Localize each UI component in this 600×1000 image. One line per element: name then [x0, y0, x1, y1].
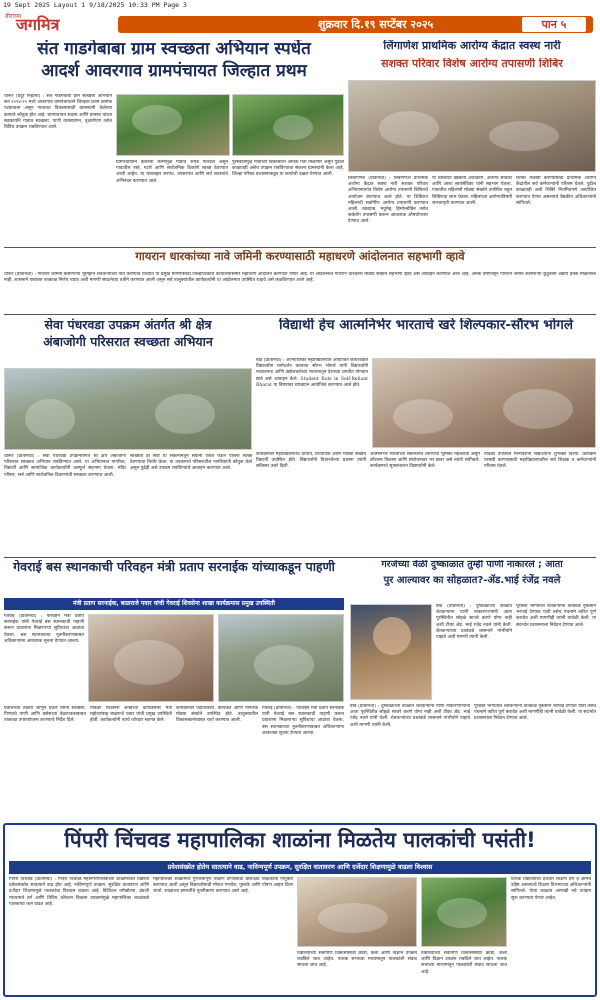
article-2-col-2: या शिबिरात वैद्यकीय अधिकारी, आरोग्य सेविका आणि आशा स्वयंसेविका यांनी सहभाग घेतला. गावातील महिलांनी मोठ्या संख्येने उपस्थित राहून शिबिराचा लाभ घेतला. महिलांच्या आरोग्याविषयी जनजागृती करण्यात आली.: [432, 176, 512, 206]
article-2-headline-line2: सशक्त परिवार विशेष आरोग्य तपासणी शिबिर: [381, 58, 563, 70]
article-5-col-1: बीड (प्रतिनिधी) : अभियांत्रिकी महाविद्यालयात आयोजित कार्यशाळेत विद्यार्थ्यांना मार्गदर्शन करताना सौरभ भोगले यांनी विद्यार्थ्यांनी नवकल्पना आणि उद्योजकतेच्या माध्यमातून देशाच्या प्रगतीत योगदान द्यावे असे आवाहन केले. Student Role in Self-Reliant Bharat या विषयावर व्याख्यान आयोजित करण्यात आले होते.: [256, 358, 368, 388]
article-8-subbanner: [9, 861, 591, 874]
article-6-col-2: प्रवाशांच्या तक्रारी जाणून घेऊन त्यांनी स्वच्छता, पिण्याचे पाणी आणि बसेसच्या वेळापत्रकाबाबत तात्काळ उपाययोजना करण्याचे निर्देश दिले.: [4, 706, 86, 724]
article-7-col-4: पूरग्रस्त भागातील शेतकऱ्यांना तात्काळ नुकसान भरपाई देण्यात यावी तसेच पंचनामे त्वरित पूर्ण करावेत अशी मागणीही त्यांनी यावेळी केली. या संदर्भात प्रशासनाला निवेदन देण्यात आले.: [474, 704, 596, 722]
article-8-col-2: महापालिका शाळांमध्ये गुणवत्तापूर्ण शिक्षण देण्यासाठी प्रशिक्षित शिक्षकांची नियुक्ती करण्यात आली असून विद्यार्थ्यांसाठी मोफत गणवेश, पुस्तके आणि पोषण आहार दिला जातो. शाळांच्या इमारतींचे नूतनीकरण करण्यात आले आहे.: [153, 877, 293, 895]
article-8-col-3: विद्यार्थ्यांच्या सर्वांगीण विकासासाठी क्रीडा, कला आणि विज्ञान उपक्रम राबविले जात आहेत. पालक सभांच्या माध्यमातून पालकांशी संवाद साधला जात आहे.: [297, 951, 417, 969]
article-2-col-1: लिंबागणेश (प्रतिनिधी) : लिंबागणेश प्राथमिक आरोग्य केंद्रात स्वस्थ नारी सशक्त परिवार अभियानांतर्गत विशेष आरोग्य तपासणी शिबिराचे आयोजन करण्यात आले होते. या शिबिरात महिलांची सर्वांगीण आरोग्य तपासणी करण्यात आली. रक्तदाब, मधुमेह, हिमोग्लोबिन तसेच कर्करोग तपासणी करून आवश्यक औषधोपचार देण्यात आले.: [348, 176, 428, 225]
article-5-headline: विद्यार्थी हेच आत्मनिर्भर भारताचे खरे शिल्पकार-सौरभ भोगले: [278, 318, 574, 333]
article-7-col-3: बीड (प्रतिनिधी) : दुष्काळाच्या काळात शेतकऱ्यांना पाणी नाकारणाऱ्यांनी आता पूरस्थितीत सोहळे साजरे करणे योग्य नाही अशी टीका ॲड. भाई रंजेंद्र नवले यांनी केली. शेतकऱ्यांच्या प्रश्नांकडे शासनाने गांभीर्याने पाहावे अशी मागणी त्यांनी केली.: [350, 704, 470, 728]
article-2-photo-camp: [348, 80, 596, 172]
article-4-col-1: धारूर (प्रतिनिधी) : सेवा पंधरवडा उपक्रमांतर्गत श्री क्षेत्र अंबाजोगी परिसरात स्वच्छता अभियान राबविण्यात आले. या अभियानात नागरिक, विद्यार्थी आणि सामाजिक कार्यकर्त्यांनी उत्स्फूर्त सहभाग घेतला. मंदिर परिसर, रस्ते आणि सार्वजनिक ठिकाणांची स्वच्छता करण्यात आली.: [4, 454, 126, 478]
article-4-col-2: स्वच्छता ही सेवा या संकल्पनेतून सर्वांनी एकत्र येऊन परिसर स्वच्छ ठेवण्याचा निर्धार केला. या उपक्रमाचे परिसरातील नागरिकांनी कौतुक केले असून पुढेही असे उपक्रम राबविण्याचे आवाहन करण्यात आले.: [130, 454, 252, 472]
newspaper-logo: [2, 11, 112, 35]
article-1-headline-line2: आदर्श आवरगाव ग्रामपंचायत जिल्हात प्रथम: [41, 60, 307, 81]
article-7-headline-line2: पुर आल्यावर का सोहळात?-ॲड.भाई रंजेंद्र नवले: [383, 574, 561, 586]
article-2-headline-line2-block: [348, 58, 596, 76]
article-6-subbanner: मंत्री प्रताप सरनाईक, बाळराजे पवार यांची गेवराई शिवसेना शाखा कार्यक्रमास प्रमुख उपस्थिती: [4, 598, 344, 610]
page-number: पान ५: [521, 16, 587, 33]
article-2-col-3: शिबिर यशस्वी करण्यासाठी प्राथमिक आरोग्य केंद्रातील सर्व कर्मचाऱ्यांनी परिश्रम घेतले. पुढील काळातही अशी शिबिरे नियमितपणे आयोजित करण्यात येणार असल्याचे वैद्यकीय अधिकाऱ्यांनी सांगितले.: [516, 176, 596, 206]
print-info-bar: 19 Sept 2025 Layout 1 9/18/2025 10:33 PM Page 3: [0, 0, 600, 10]
article-6-headline: गेवराई बस स्थानकाची परिवहन मंत्री प्रताप सरनाईक यांच्याकडून पाहणी: [13, 560, 335, 574]
masthead: [0, 10, 600, 36]
article-1-col-2: ग्रामपंचायतने केलेल्या कामांमुळे गावाचे रूपडे पालटले असून गावातील रस्ते, गटारे आणि सार्वजनिक ठिकाणे स्वच्छ ठेवण्यात आली आहेत. या यशाबद्दल सरपंच, उपसरपंच आणि सर्व सदस्यांचे अभिनंदन करण्यात आले.: [116, 160, 228, 184]
article-3-headline: गायरान धारकांच्या नावे जमिनी करण्यासाठी महाधरणे आंदोलनात सहभागी व्हावे: [135, 250, 465, 263]
article-8-subbanner-text: प्रवेशसंख्येत होतेय सातत्याने वाढ, नाविन्यपूर्ण उपक्रम, सुरक्षित वातावरण आणि दर्जेदार शिक्षणामुळे वाढला विश्वास: [167, 863, 433, 871]
article-6-photo-welcome: [88, 614, 214, 702]
article-8-col-5: विद्यार्थ्यांच्या सर्वांगीण विकासासाठी क्रीडा, कला आणि विज्ञान उपक्रम राबविले जात आहेत. पालक सभांच्या माध्यमातून पालकांशी संवाद साधला जात आहे.: [421, 951, 507, 975]
article-1-headline-line1: संत गाडगेबाबा ग्राम स्वच्छता अभियान स्पर्धेत: [37, 40, 311, 59]
article-6-col-5: गेवराई (प्रतिनिधी) : परिवहन मंत्री प्रताप सरनाईक यांनी गेवराई बस स्थानकाची पाहणी करून प्रवाशांना मिळणाऱ्या सुविधांचा आढावा घेतला. बस स्थानकाच्या नूतनीकरणाबाबत अधिकाऱ्यांना आवश्यक सूचना देण्यात आल्या.: [262, 706, 344, 736]
article-1-col-3: पुरस्कारामुळे गावाच्या विकासाला अधिक गती मिळणार असून पुढील काळातही असेच उपक्रम राबविण्याचा संकल्प ग्रामस्थांनी केला आहे. जिल्हा परिषद प्रशासनाकडून या कार्याची दखल घेण्यात आली.: [232, 160, 344, 178]
article-6-photo-bus-stand: [218, 614, 344, 702]
article-6-col-1: गेवराई (प्रतिनिधी) : परिवहन मंत्री प्रताप सरनाईक यांनी गेवराई बस स्थानकाची पाहणी करून प्रवाशांना मिळणाऱ्या सुविधांचा आढावा घेतला. बस स्थानकाच्या नूतनीकरणाबाबत अधिकाऱ्यांना आवश्यक सूचना देण्यात आल्या.: [4, 614, 84, 644]
article-8-col-1: पिंपरी चिंचवड (प्रतिनिधी) : पिंपरी चिंचवड महानगरपालिकेच्या शाळांमधील विद्यार्थी प्रवेशसंख्येत सातत्याने वाढ होत आहे. नाविन्यपूर्ण उपक्रम, सुरक्षित वातावरण आणि दर्जेदार शिक्षणामुळे पालकांचा विश्वास वाढला आहे. डिजिटल वर्गखोल्या, इंग्रजी माध्यमाचे वर्ग आणि विविध कौशल्य विकास उपक्रमांमुळे महापालिका शाळांकडे पालकांचा कल वाढत आहे.: [9, 877, 149, 907]
article-1-photo-garden: [232, 94, 344, 156]
article-5-col-4: यावेळी उपस्थित मान्यवरांनी विद्यार्थ्यांना शुभेच्छा दिल्या. कार्यक्रम यशस्वी करण्यासाठी महाविद्यालयातील सर्व शिक्षक व कर्मचाऱ्यांनी परिश्रम घेतले.: [484, 452, 596, 470]
issue-date: शुक्रवार दि.१९ सप्टेंबर २०२५: [318, 18, 434, 31]
article-1-col-1: धारूर (प्रदूर निहाली) : संत गाडगेबाबा ग्राम स्वच्छता अभियान सन २०२४-२५ मध्ये आवरगाव ग्रामपंचायतने जिल्हात प्रथम क्रमांक पटकावला असून गावाच्या विकासासाठी ग्रामस्थांनी केलेल्या कामाचे कौतुक होत आहे. ग्रामपंचायत सदस्य आणि ग्रामस्थ यांच्या सहकार्याने गावात स्वच्छता, पाणी व्यवस्थापन, वृक्षारोपण तसेच विविध उपक्रम राबविण्यात आले.: [4, 94, 112, 131]
article-6-col-4: कार्यक्रमास पदाधिकारी, कार्यकर्ते आणि नागरिक मोठ्या संख्येने उपस्थित होते. तालुक्यातील विकासकामांबाबत चर्चा करण्यात आली.: [176, 706, 258, 724]
article-1-headline: [4, 40, 344, 90]
article-4-headline: [4, 318, 252, 364]
article-5-photo-event: [372, 358, 596, 448]
article-7-col-2: पूरग्रस्त भागातील शेतकऱ्यांना तात्काळ नुकसान भरपाई देण्यात यावी तसेच पंचनामे त्वरित पूर्ण करावेत अशी मागणीही त्यांनी यावेळी केली. या संदर्भात प्रशासनाला निवेदन देण्यात आले.: [516, 604, 596, 628]
article-8-box: [3, 823, 597, 997]
date-band: [118, 16, 593, 33]
divider: [4, 247, 596, 248]
article-8-photo-students: [421, 877, 507, 947]
article-7-photo-speaker: [350, 604, 432, 700]
article-4-headline-line2: अंबाजोगी परिसरात स्वच्छता अभियान: [43, 334, 213, 350]
article-6-col-3: यावेळी शिवसेना शाखेच्या कार्यक्रमास मंत्री महोदयांसह बाळराजे पवार यांची प्रमुख उपस्थिती होती. कार्यकर्त्यांनी त्यांचे जोरदार स्वागत केले.: [90, 706, 172, 724]
article-5-col-3: आत्मनिर्भर भारताच्या संकल्पनेत तरुणांची भूमिका महत्त्वाची असून कौशल्य विकास आणि संशोधनावर भर द्यावा असे त्यांनी सांगितले. कार्यक्रमाचे सूत्रसंचालन विद्यार्थ्यांनी केले.: [370, 452, 480, 470]
article-8-headline: पिंपरी चिंचवड महापालिका शाळांना मिळतेय पालकांची पसंती!: [64, 828, 536, 852]
article-7-headline-line1: गरजेच्या वेळी दुष्काळात तुम्ही पाणी नाकारलं ; आता: [381, 560, 563, 570]
article-8-photo-classroom: [297, 877, 417, 947]
logo-prefix: वीरांच्या: [5, 13, 22, 20]
article-4-headline-line1: सेवा पंधरवडा उपक्रम अंतर्गत श्री क्षेत्र: [44, 318, 212, 332]
article-7-col-1: बीड (प्रतिनिधी) : दुष्काळाच्या काळात शेतकऱ्यांना पाणी नाकारणाऱ्यांनी आता पूरस्थितीत सोहळे साजरे करणे योग्य नाही अशी टीका ॲड. भाई रंजेंद्र नवले यांनी केली. शेतकऱ्यांच्या प्रश्नांकडे शासनाने गांभीर्याने पाहावे अशी मागणी त्यांनी केली.: [436, 604, 512, 641]
article-1-photo-village: [116, 94, 230, 156]
divider: [4, 314, 596, 315]
article-4-photo-cleanup: [4, 368, 252, 450]
article-5-col-2: कार्यक्रमास महाविद्यालयाचे प्राचार्य, प्राध्यापक आणि मोठ्या संख्येने विद्यार्थी उपस्थित होते. विद्यार्थ्यांनी विचारलेल्या प्रश्नांना त्यांनी सविस्तर उत्तरे दिली.: [256, 452, 366, 470]
logo-name: जगमित्र: [16, 15, 60, 34]
article-8-col-4: प्रत्येक विद्यार्थ्याला दर्जेदार शिक्षण देणे हे आमचे उद्दिष्ट असल्याचे शिक्षण विभागाच्या अधिकाऱ्यांनी सांगितले. येत्या काळात आणखी नवे उपक्रम सुरू करण्यात येणार आहेत.: [511, 877, 591, 901]
article-7-headline: [348, 560, 596, 600]
article-2-headline-line1: लिंगाणेश प्राथमिक आरोग्य केंद्रात स्वस्थ नारी: [383, 40, 561, 52]
divider: [4, 557, 596, 558]
article-3-body: धारूर (प्रतिनिधी) : गायरान जमिनी कसणाऱ्या भूमिहीन शेतकऱ्यांच्या नावे करण्यात याव्यात या प्रमुख मागणीसाठी जिल्हाधिकारी कार्यालयासमोर महाधरणे आंदोलन करण्यात येणार आहे. या आंदोलनात गायरान धारकांनी मोठ्या संख्येने सहभागी व्हावे असे आवाहन करण्यात आले आहे. अनेक वर्षांपासून गायरान जमीन कसणाऱ्या कुटुंबांना अद्याप हक्क मिळालेला नाही. शासनाने याबाबत तात्काळ निर्णय घ्यावा अशी मागणी संघटनेच्या वतीने करण्यात आली असून सर्व तालुक्यांतील कार्यकर्त्यांनी या आंदोलनात उपस्थित राहावे असे कळविण्यात आले आहे.: [4, 272, 596, 284]
